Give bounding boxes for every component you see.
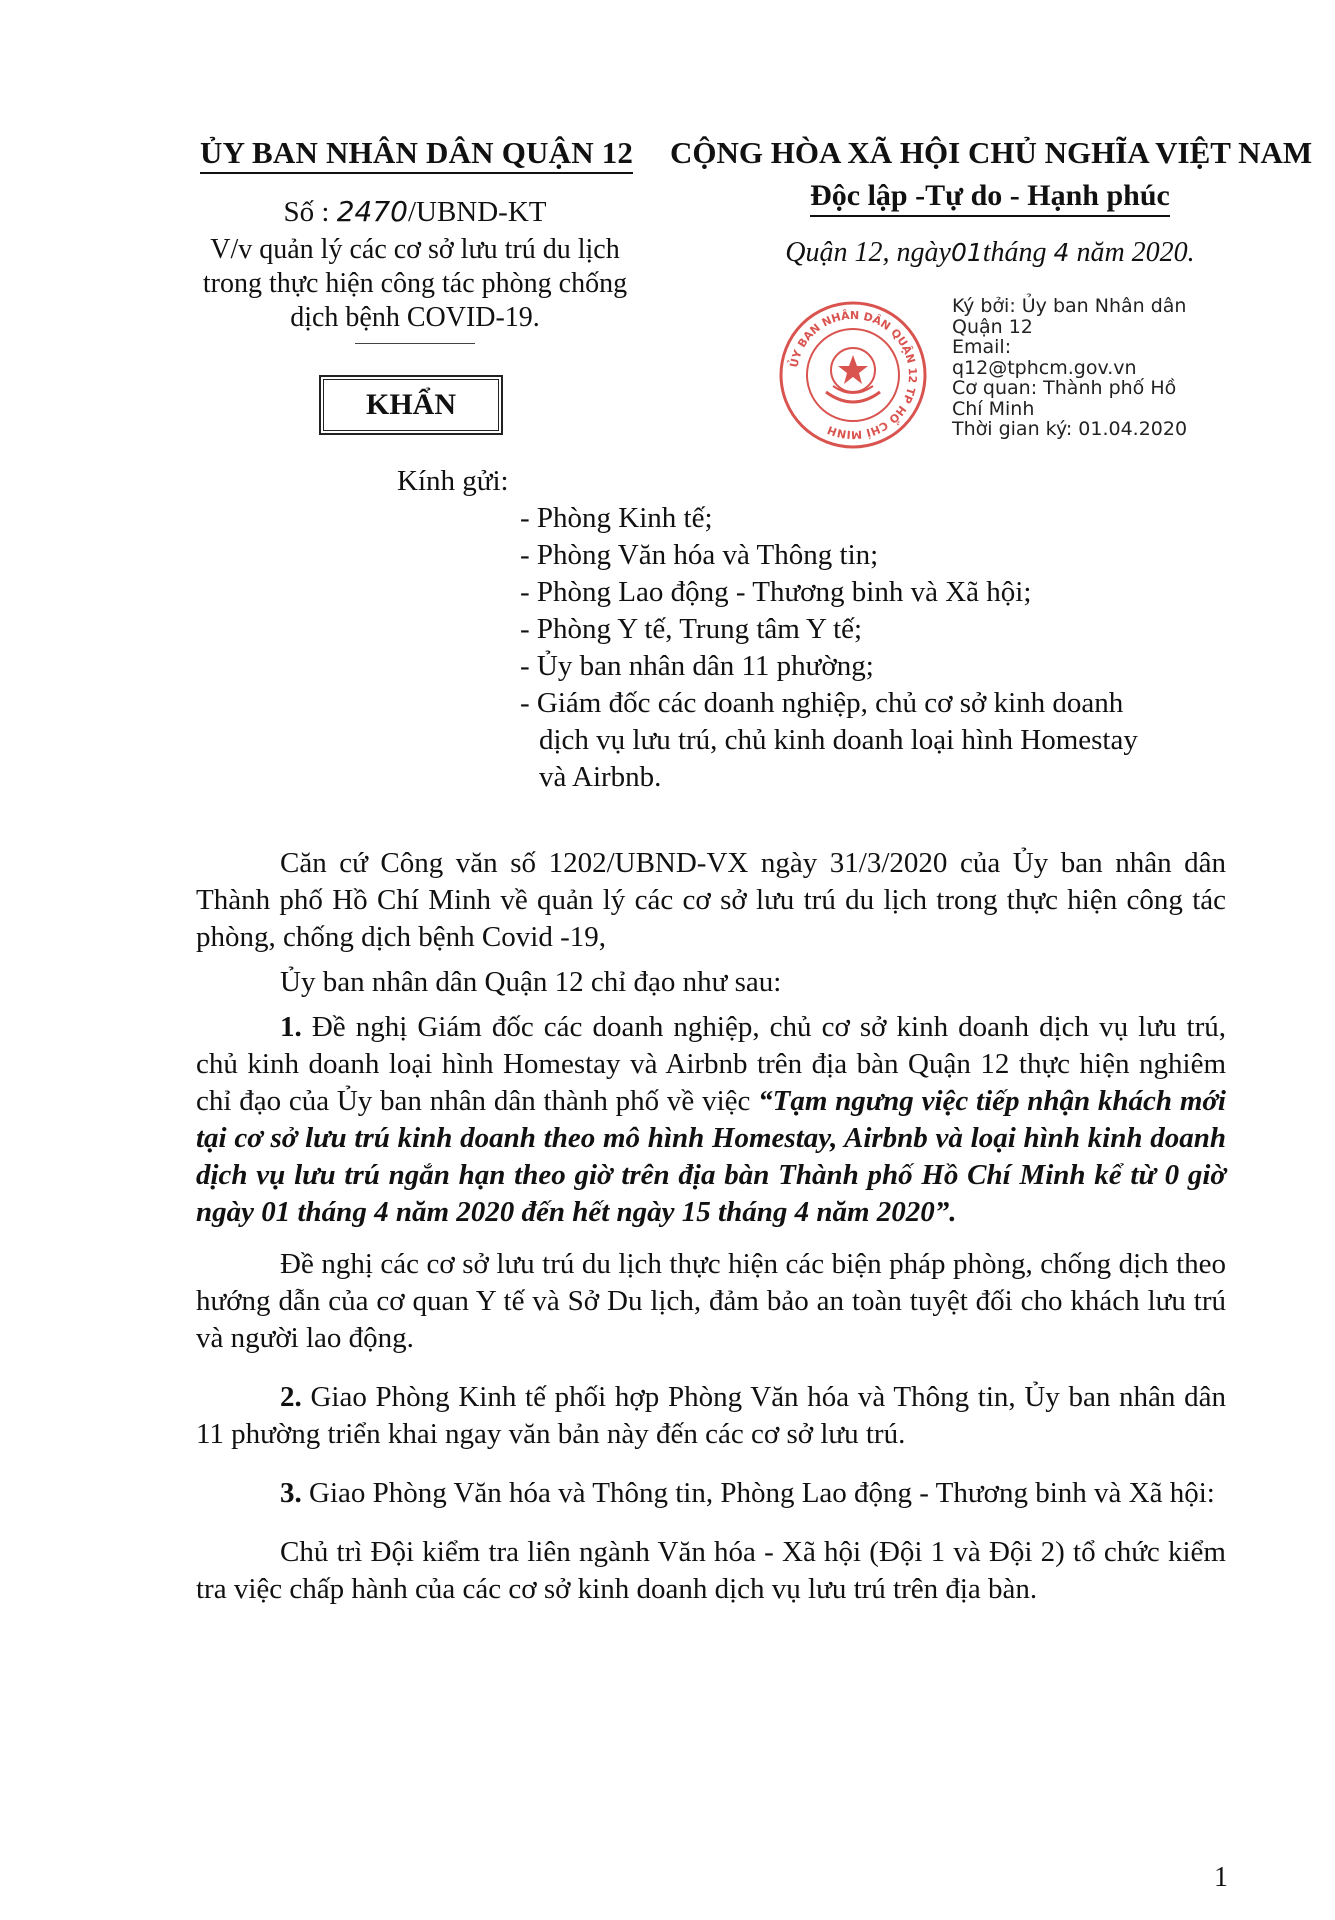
- directive-item-1: 1. Đề nghị Giám đốc các doanh nghiệp, chủ cơ sở kinh doanh dịch vụ lưu trú, chủ kinh doanh loại hình Homestay và Airbnb trên địa bàn Quận 12 thực hiện nghiêm chỉ đạo của Ủy ban nhân dân thành phố về việc “Tạm ngưng việc tiếp nhận khách mới tại cơ sở lưu trú kinh doanh theo mô hình Homestay, Airbnb và loại hình kinh doanh dịch vụ lưu trú ngắn hạn theo giờ trên địa bàn Thành phố Hồ Chí Minh kể từ 0 giờ ngày 01 tháng 4 năm 2020 đến hết ngày 15 tháng 4 năm 2020”.: [196, 1011, 1226, 1228]
- legal-basis-paragraph: Căn cứ Công văn số 1202/UBND-VX ngày 31/3/2020 của Ủy ban nhân dân Thành phố Hồ Chí Minh về quản lý các cơ sở lưu trú du lịch trong thực hiện công tác phòng, chống dịch bệnh Covid -19,: [196, 847, 1226, 953]
- digital-signature-info: Ký bởi: Ủy ban Nhân dân Quận 12 Email: q12@tphcm.gov.vn Cơ quan: Thành phố Hồ Chí Minh Thời gian ký: 01.04.2020: [952, 295, 1188, 440]
- directive-item-3-detail: Chủ trì Đội kiểm tra liên ngành Văn hóa - Xã hội (Đội 1 và Đội 2) tổ chức kiểm tra việc chấp hành của các cơ sở kinh doanh dịch vụ lưu trú trên địa bàn.: [196, 1536, 1226, 1605]
- national-header: [670, 135, 1313, 269]
- place-and-date: Quận 12, ngày01tháng 4 năm 2020.: [785, 237, 1195, 268]
- page-number: 1: [1214, 1862, 1228, 1893]
- directive-item-1-note: Đề nghị các cơ sở lưu trú du lịch thực hiện các biện pháp phòng, chống dịch theo hướng dẫn của cơ quan Y tế và Sở Du lịch, đảm bảo an toàn tuyệt đối cho khách lưu trú và người lao động.: [196, 1248, 1226, 1354]
- recipient-item: - Ủy ban nhân dân 11 phường;: [520, 650, 874, 682]
- document-subject: V/v quản lý các cơ sở lưu trú du lịch trong thực hiện công tác phòng chống dịch bệnh COVID-19.: [202, 234, 628, 333]
- issuer-block: [200, 135, 634, 344]
- recipient-item: - Phòng Văn hóa và Thông tin;: [520, 539, 879, 571]
- directive-item-3: 3. Giao Phòng Văn hóa và Thông tin, Phòng Lao động - Thương binh và Xã hội:: [280, 1477, 1215, 1509]
- recipient-item: - Phòng Y tế, Trung tâm Y tế;: [520, 613, 863, 645]
- handwritten-doc-number: 2470: [336, 195, 408, 228]
- subject-underline: [355, 343, 475, 344]
- directive-intro: Ủy ban nhân dân Quận 12 chỉ đạo như sau:: [280, 966, 782, 998]
- issuing-organization: ỦY BAN NHÂN DÂN QUẬN 12: [200, 135, 630, 171]
- recipient-list: [520, 500, 1220, 796]
- handwritten-day: 01: [950, 238, 983, 267]
- quoted-directive: “Tạm ngưng việc tiếp nhận khách mới tại cơ sở lưu trú kinh doanh theo mô hình Homestay, Airbnb và loại hình kinh doanh dịch vụ lưu trú ngắn hạn theo giờ trên địa bàn Thành phố Hồ Chí Minh kể từ 0 giờ ngày 01 tháng 4 năm 2020 đến hết ngày 15 tháng 4 năm 2020”.: [196, 1085, 1226, 1228]
- greeting: Kính gửi:: [397, 465, 509, 497]
- recipient-item: - Phòng Lao động - Thương binh và Xã hội;: [520, 576, 1032, 608]
- recipient-item-continuation: dịch vụ lưu trú, chủ kinh doanh loại hình Homestay: [539, 724, 1138, 756]
- nation-title: CỘNG HÒA XÃ HỘI CHỦ NGHĨA VIỆT NAM: [670, 135, 1313, 170]
- urgency-stamp: KHẨN: [319, 375, 503, 435]
- directive-item-2: 2. Giao Phòng Kinh tế phối hợp Phòng Văn hóa và Thông tin, Ủy ban nhân dân 11 phường triển khai ngay văn bản này đến các cơ sở lưu trú.: [196, 1381, 1226, 1450]
- handwritten-month: 4: [1053, 238, 1070, 267]
- official-seal-icon: [778, 300, 928, 450]
- document-number: Số : 2470/UBND-KT: [283, 195, 547, 228]
- seal-ring-text: ỦY BAN NHÂN DÂN QUẬN 12 TP HỒ CHÍ MINH: [787, 308, 920, 442]
- recipient-item: - Giám đốc các doanh nghiệp, chủ cơ sở kinh doanh: [520, 687, 1124, 719]
- national-motto: Độc lập -Tự do - Hạnh phúc: [810, 179, 1170, 217]
- recipient-item-continuation: và Airbnb.: [539, 761, 662, 793]
- document-body: [196, 845, 1226, 1608]
- recipient-item: - Phòng Kinh tế;: [520, 502, 713, 534]
